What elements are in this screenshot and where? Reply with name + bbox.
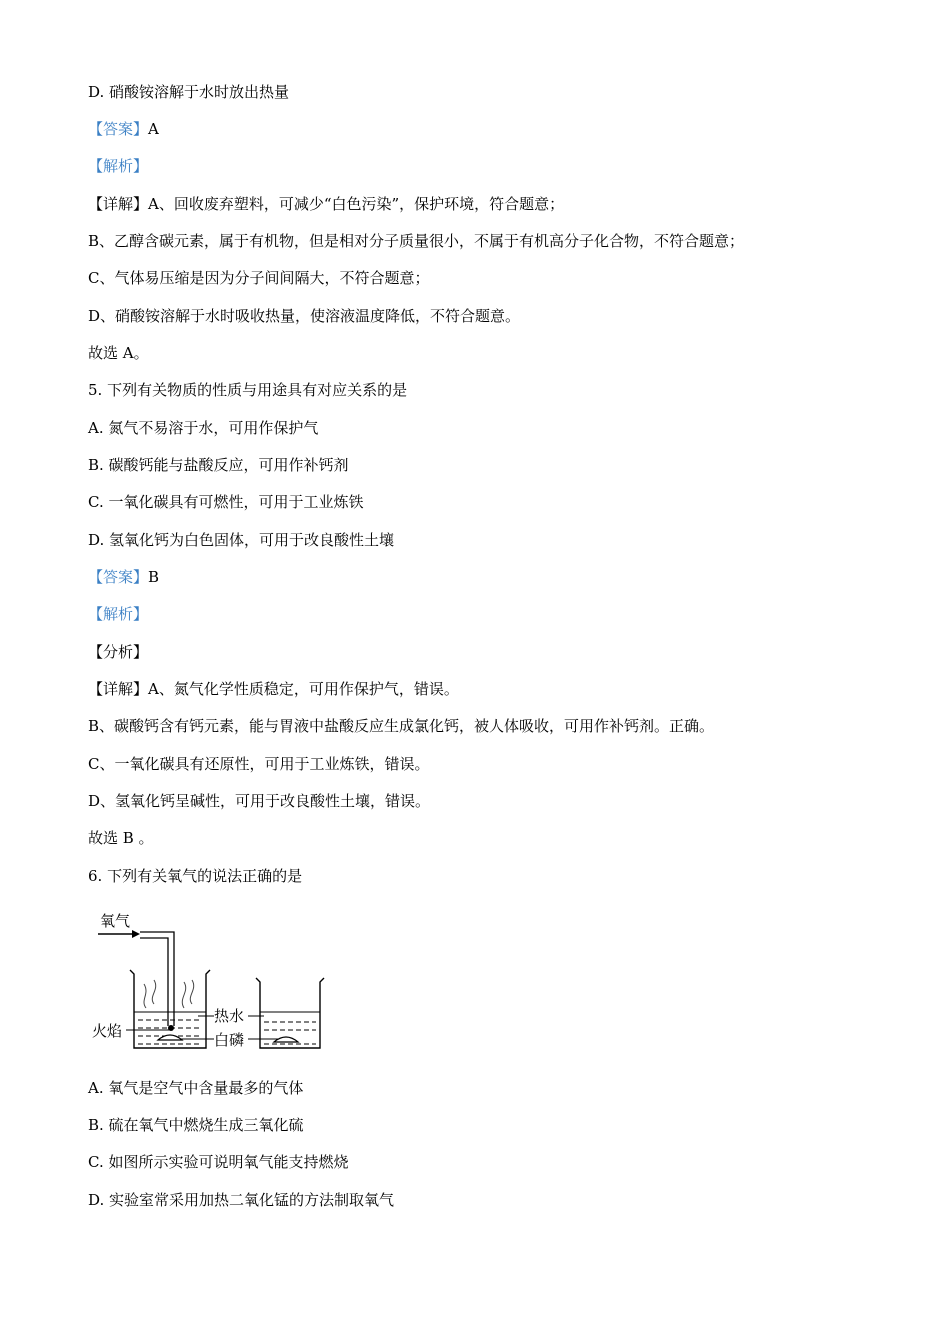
flame-wave bbox=[152, 980, 155, 1004]
oxygen-label: 氧气 bbox=[100, 912, 131, 930]
white-phosphorus-right bbox=[274, 1037, 298, 1042]
q5-option-b: B. 碳酸钙能与盐酸反应，可用作补钙剂 bbox=[88, 456, 349, 474]
q5-option-a: A. 氮气不易溶于水，可用作保护气 bbox=[88, 419, 319, 437]
detail-q4-c: C、气体易压缩是因为分子间间隔大，不符合题意； bbox=[88, 269, 430, 287]
flame-label: 火焰 bbox=[92, 1022, 123, 1040]
experiment-diagram bbox=[88, 908, 348, 1058]
answer-value: B bbox=[148, 568, 160, 586]
q6-option-a: A. 氧气是空气中含量最多的气体 bbox=[88, 1079, 304, 1097]
conclusion-q4: 故选 A。 bbox=[88, 344, 149, 362]
flame-wave bbox=[144, 984, 146, 1008]
detail-q5-b: B、碳酸钙含有钙元素，能与胃液中盐酸反应生成氯化钙，被人体吸收，可用作补钙剂。正确。 bbox=[88, 717, 715, 735]
oxygen-arrowhead bbox=[132, 930, 140, 938]
answer-value: A bbox=[148, 120, 159, 138]
q5-option-c: C. 一氧化碳具有可燃性，可用于工业炼铁 bbox=[88, 493, 364, 511]
detail-q5-a: 【详解】A、氮气化学性质稳定，可用作保护气，错误。 bbox=[88, 680, 459, 698]
q5-option-d: D. 氢氧化钙为白色固体，可用于改良酸性土壤 bbox=[88, 531, 395, 549]
q6-option-b: B. 硫在氧气中燃烧生成三氧化硫 bbox=[88, 1116, 304, 1134]
detail-q5-c: C、一氧化碳具有还原性，可用于工业炼铁，错误。 bbox=[88, 755, 430, 773]
white-phosphorus-label: 白磷 bbox=[214, 1031, 245, 1049]
q6-option-d: D. 实验室常采用加热二氧化锰的方法制取氧气 bbox=[88, 1191, 395, 1209]
detail-q4-b: B、乙醇含碳元素，属于有机物，但是相对分子质量很小，不属于有机高分子化合物，不符合题意； bbox=[88, 232, 745, 250]
answer-tag: 【答案】 bbox=[88, 568, 149, 586]
flame-wave bbox=[182, 982, 185, 1008]
analysis-tag-q4: 【解析】 bbox=[88, 157, 149, 175]
detail-q5-d: D、氢氧化钙呈碱性，可用于改良酸性土壤，错误。 bbox=[88, 792, 431, 810]
flame-wave bbox=[190, 980, 193, 1004]
analysis-header-q5: 【分析】 bbox=[88, 643, 149, 661]
answer-tag: 【答案】 bbox=[88, 120, 149, 138]
answer-q4 bbox=[88, 119, 159, 139]
q6-option-c: C. 如图所示实验可说明氧气能支持燃烧 bbox=[88, 1153, 349, 1171]
answer-q5 bbox=[88, 567, 159, 587]
detail-q4-a: 【详解】A、回收废弃塑料，可减少“白色污染”，保护环境，符合题意； bbox=[88, 195, 565, 213]
analysis-tag-q5: 【解析】 bbox=[88, 605, 149, 623]
question-5: 5. 下列有关物质的性质与用途具有对应关系的是 bbox=[88, 381, 408, 399]
conclusion-q5: 故选 B 。 bbox=[88, 829, 154, 847]
hot-water-label: 热水 bbox=[214, 1007, 245, 1025]
option-d-q4: D. 硝酸铵溶解于水时放出热量 bbox=[88, 83, 290, 101]
question-6: 6. 下列有关氧气的说法正确的是 bbox=[88, 867, 303, 885]
detail-q4-d: D、硝酸铵溶解于水时吸收热量，使溶液温度降低，不符合题意。 bbox=[88, 307, 521, 325]
